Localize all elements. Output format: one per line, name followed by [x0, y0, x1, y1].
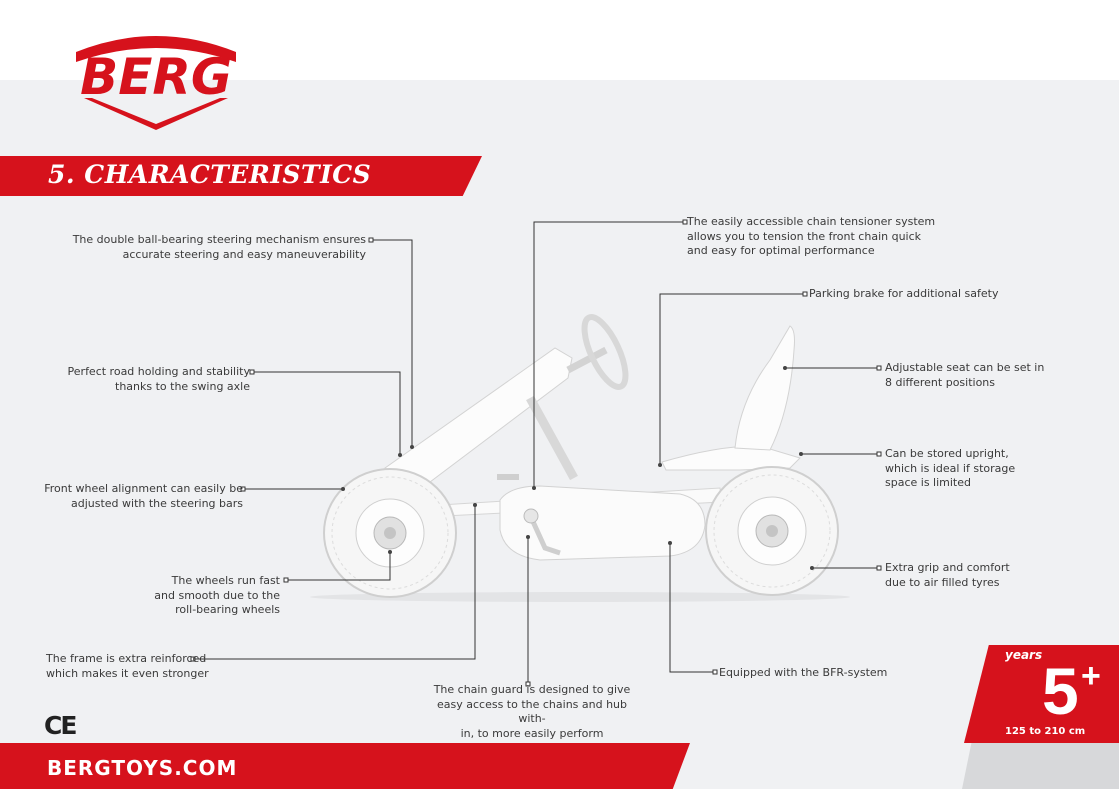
age-label: years: [1005, 648, 1043, 662]
callout-chain-tensioner: The easily accessible chain tensioner system allows you to tension the front chain quick and easy for optimal performance: [687, 215, 936, 257]
footer-gray-panel: [962, 743, 1119, 789]
callout-roll-bearing: The wheels run fast and smooth due to the roll-bearing wheels: [154, 574, 280, 616]
age-plus-sign: +: [1081, 657, 1101, 695]
age-value: 5: [1042, 654, 1079, 728]
ce-mark: CE: [44, 711, 76, 740]
callout-wheel-alignment: Front wheel alignment can easily be adjusted with the steering bars: [44, 482, 243, 510]
callout-seat: Adjustable seat can be set in 8 different positions: [885, 361, 1045, 389]
website-link[interactable]: BERGTOYS.COM: [47, 756, 238, 780]
section-title: 5. CHARACTERISTICS: [48, 160, 372, 189]
callout-chain-guard: The chain guard is designed to give easy access to the chains and hub with- in, to more easily perform: [433, 683, 631, 740]
callout-bfr: Equipped with the BFR-system: [719, 666, 888, 679]
callout-tyres: Extra grip and comfort due to air filled tyres: [885, 561, 1010, 589]
callout-frame: The frame is extra reinforced which makes it even stronger: [46, 652, 209, 680]
callout-steering: The double ball-bearing steering mechanism ensures accurate steering and easy maneuverability: [72, 233, 366, 261]
callout-parking-brake: Parking brake for additional safety: [809, 287, 999, 300]
logo-wordmark: BERG: [80, 48, 232, 106]
height-range: 125 to 210 cm: [1005, 726, 1086, 737]
callout-storage: Can be stored upright, which is ideal if storage space is limited: [885, 447, 1016, 489]
callout-road-holding: Perfect road holding and stability thanks to the swing axle: [67, 365, 250, 393]
